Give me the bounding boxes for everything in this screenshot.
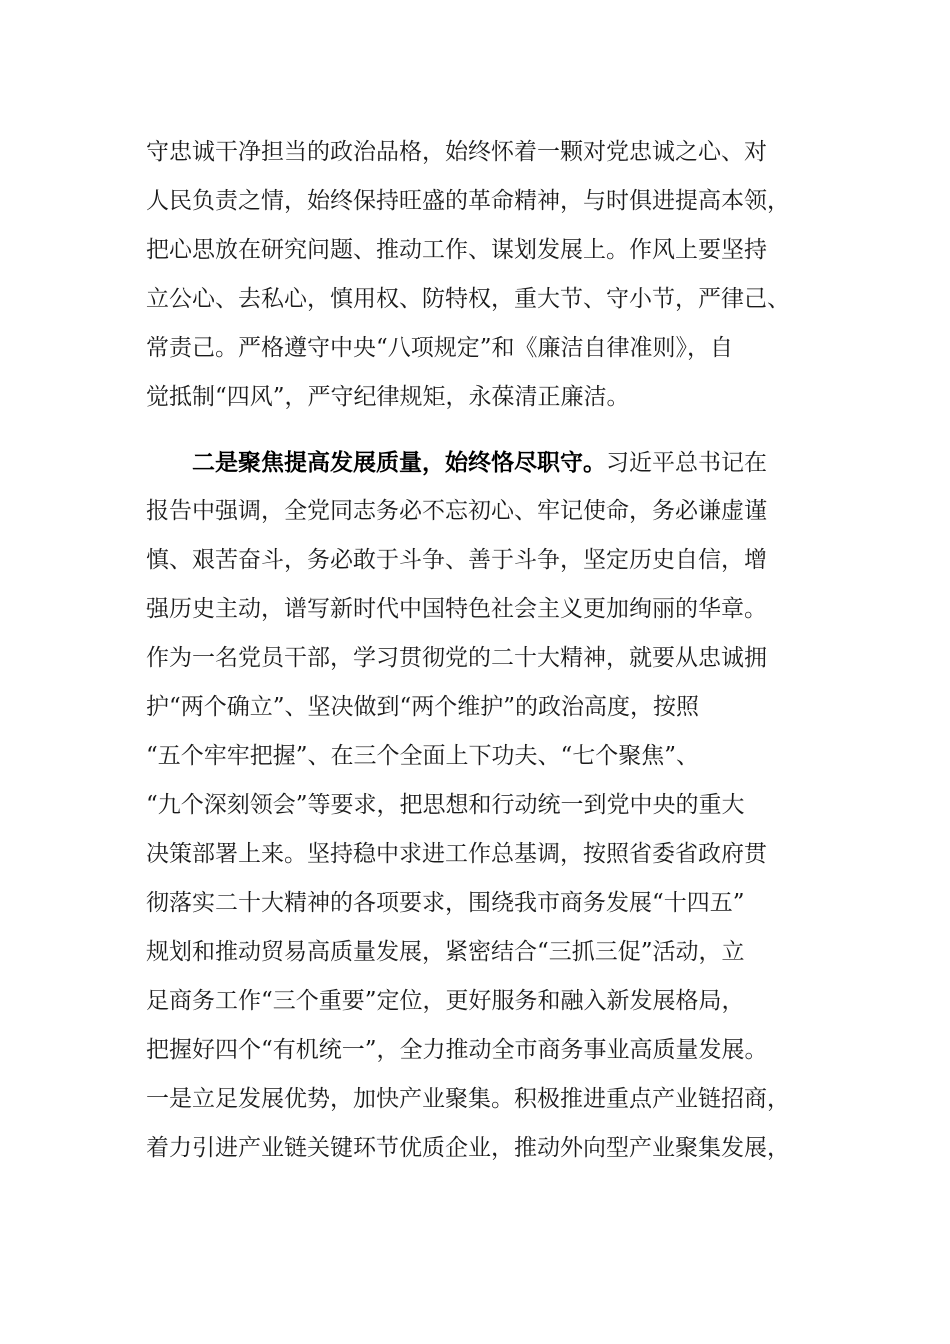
paragraph-line: 作为一名党员干部，学习贯彻党的二十大精神，就要从忠诚拥 bbox=[146, 645, 767, 671]
paragraph-line: 立公心、去私心，慎用权、防特权，重大节、守小节，严律己、 bbox=[146, 286, 790, 312]
paragraph-line: 人民负责之情，始终保持旺盛的革命精神，与时俱进提高本领， bbox=[146, 188, 790, 214]
paragraph-first-line-text: 习近平总书记在 bbox=[606, 450, 767, 476]
paragraph-line: 规划和推动贸易高质量发展，紧密结合“三抓三促”活动，立 bbox=[146, 939, 745, 965]
paragraph-first-line bbox=[146, 438, 806, 487]
paragraph-heading: 二是聚焦提高发展质量，始终恪尽职守。 bbox=[192, 449, 606, 476]
paragraph-line: “九个深刻领会”等要求，把思想和行动统一到党中央的重大 bbox=[146, 792, 745, 818]
paragraph-line: 把心思放在研究问题、推动工作、谋划发展上。作风上要坚持 bbox=[146, 237, 767, 263]
paragraph-line: 着力引进产业链关键环节优质企业，推动外向型产业聚集发展， bbox=[146, 1135, 790, 1161]
paragraph-line: “五个牢牢把握”、在三个全面上下功夫、“七个聚焦”、 bbox=[146, 743, 700, 769]
paragraph-2 bbox=[146, 438, 806, 1173]
paragraph-line: 决策部署上来。坚持稳中求进工作总基调，按照省委省政府贯 bbox=[146, 841, 767, 867]
paragraph-line: 一是立足发展优势，加快产业聚集。积极推进重点产业链招商， bbox=[146, 1086, 790, 1112]
paragraph-line: 把握好四个“有机统一”，全力推动全市商务事业高质量发展。 bbox=[146, 1037, 768, 1063]
paragraph-line: 彻落实二十大精神的各项要求，围绕我市商务发展“十四五” bbox=[146, 890, 745, 916]
paragraph-line: 慎、艰苦奋斗，务必敢于斗争、善于斗争，坚定历史自信，增 bbox=[146, 547, 767, 573]
paragraph-line: 报告中强调，全党同志务必不忘初心、牢记使命，务必谦虚谨 bbox=[146, 498, 767, 524]
paragraph-line: 觉抵制“四风”，严守纪律规矩，永葆清正廉洁。 bbox=[146, 384, 630, 410]
paragraph-line: 足商务工作“三个重要”定位，更好服务和融入新发展格局， bbox=[146, 988, 745, 1014]
paragraph-line: 守忠诚干净担当的政治品格，始终怀着一颗对党忠诚之心、对 bbox=[146, 139, 767, 165]
paragraph-line: 强历史主动，谱写新时代中国特色社会主义更加绚丽的华章。 bbox=[146, 596, 767, 622]
paragraph-line: 常责己。严格遵守中央“八项规定”和《廉洁自律准则》，自 bbox=[146, 335, 734, 361]
paragraph-line: 护“两个确立”、坚决做到“两个维护”的政治高度，按照 bbox=[146, 694, 700, 720]
paragraph-1 bbox=[146, 128, 806, 422]
